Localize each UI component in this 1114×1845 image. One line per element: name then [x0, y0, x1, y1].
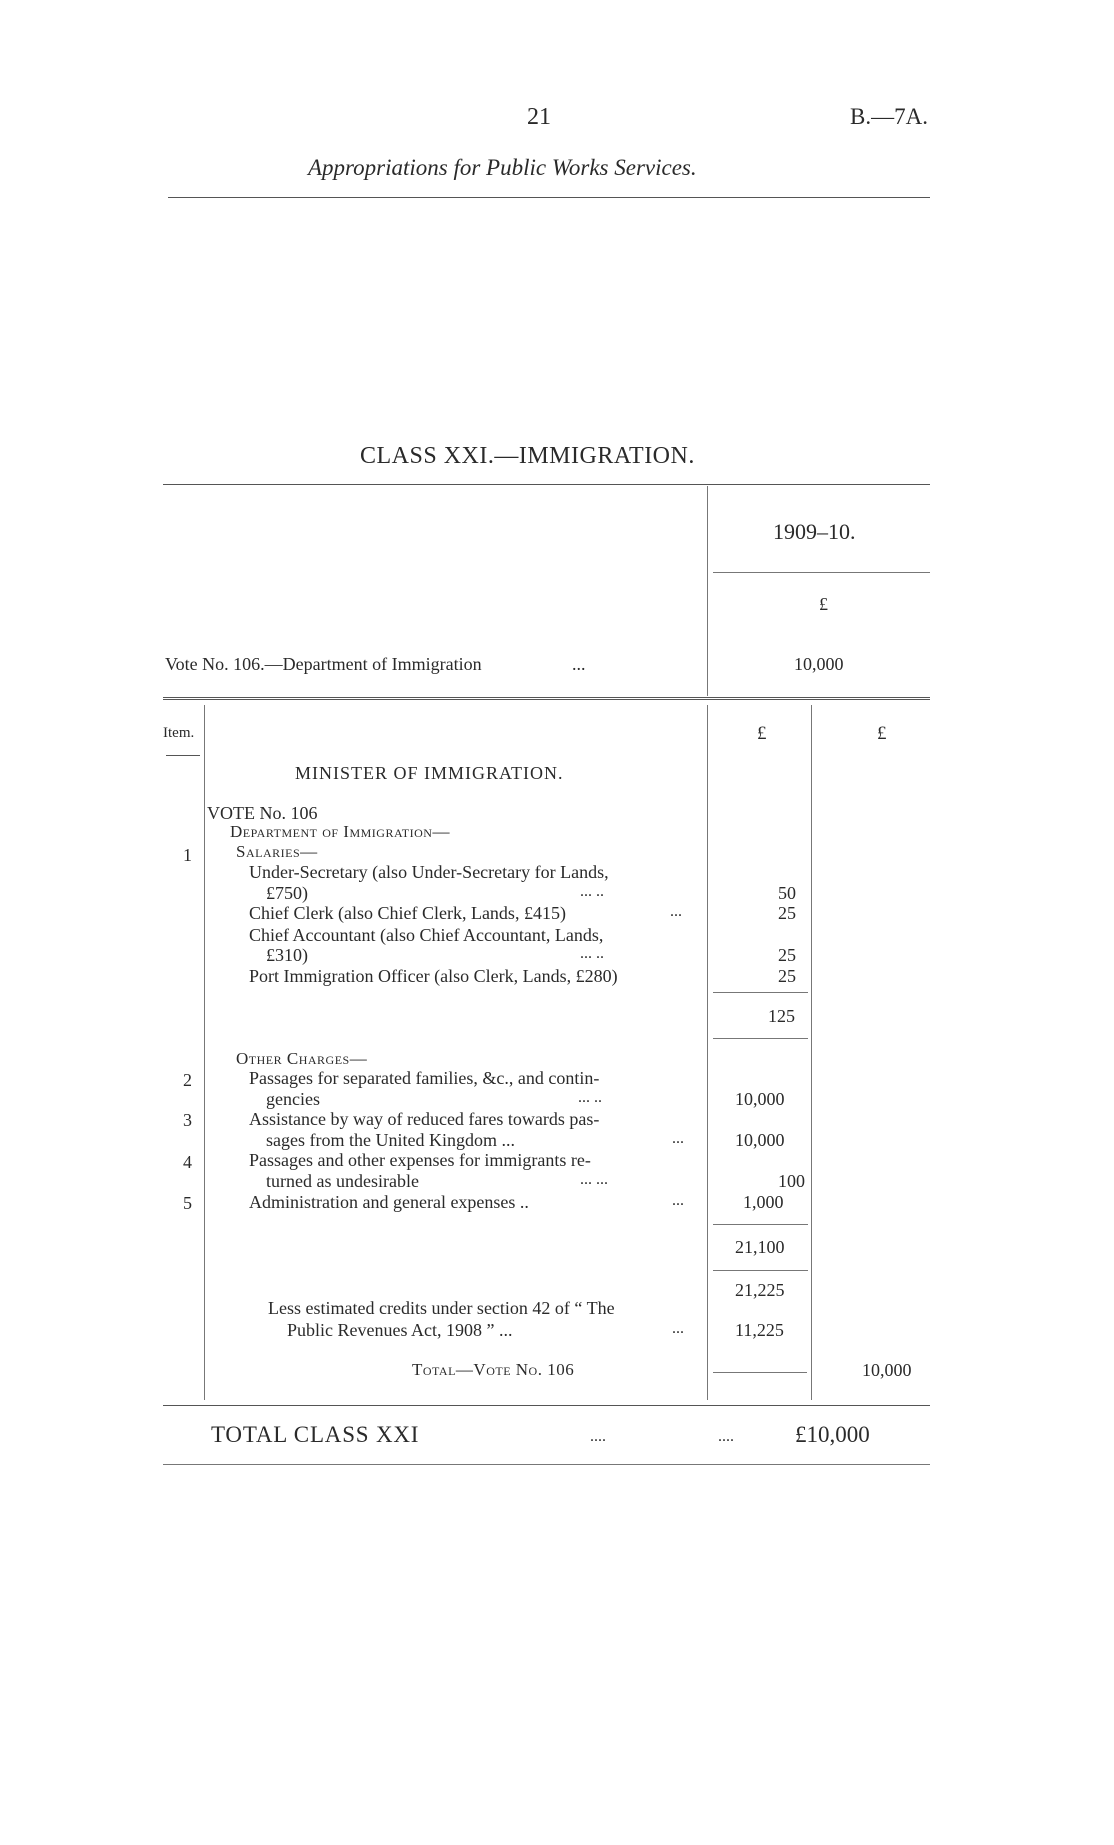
other-line-3b: sages from the United Kingdom ...: [266, 1130, 515, 1150]
salary-line-1a: Under-Secretary (also Under-Secretary for Lands,: [249, 862, 609, 882]
salaries-item-number: 1: [183, 845, 192, 865]
salary-amount-3: 25: [778, 945, 796, 965]
page-title: Appropriations for Public Works Services.: [308, 155, 697, 180]
other-charges-heading: Other Charges—: [236, 1049, 368, 1068]
other-leader-3: ...: [672, 1130, 684, 1147]
total-vote-col1-rule: [713, 1372, 807, 1373]
summary-bottom-rule: [163, 697, 930, 700]
page-number: 21: [527, 104, 551, 130]
item-column-header: Item.: [163, 725, 195, 741]
col2-left-divider: [811, 705, 812, 1400]
department-heading: Department of Immigration—: [230, 822, 450, 841]
salary-amount-2: 25: [778, 903, 796, 923]
salary-line-2: Chief Clerk (also Chief Clerk, Lands, £415): [249, 903, 566, 923]
other-line-5: Administration and general expenses ..: [249, 1192, 529, 1212]
less-credits-line-2: Public Revenues Act, 1908 ” ...: [287, 1320, 513, 1340]
header-rule: [168, 197, 930, 198]
less-credits-leader: ...: [672, 1320, 684, 1337]
other-item-number-5: 5: [183, 1193, 192, 1213]
less-credits-amount: 11,225: [735, 1320, 784, 1340]
other-subtotal-rule-top: [713, 1224, 808, 1225]
other-item-number-2: 2: [183, 1070, 192, 1090]
salaries-heading: Salaries—: [236, 842, 318, 861]
col1-left-divider: [707, 705, 708, 1400]
vote-summary-leader: ...: [572, 654, 586, 674]
col1-pound-header: £: [757, 723, 767, 744]
other-item-number-4: 4: [183, 1152, 192, 1172]
other-item-number-3: 3: [183, 1110, 192, 1130]
minister-heading: MINISTER OF IMMIGRATION.: [295, 763, 564, 783]
salaries-subtotal-rule-bottom: [713, 1038, 808, 1039]
other-amount-4: 100: [778, 1171, 805, 1191]
summary-pound-sign: £: [819, 594, 828, 614]
other-leader-5: ...: [672, 1192, 684, 1209]
table-bottom-rule: [163, 1405, 930, 1406]
salaries-subtotal: 125: [768, 1006, 795, 1026]
other-line-3a: Assistance by way of reduced fares towards pas-: [249, 1109, 600, 1129]
salary-amount-4: 25: [778, 966, 796, 986]
other-charges-subtotal: 21,100: [735, 1237, 785, 1257]
vote-summary-label: Vote No. 106.—Department of Immigration: [165, 654, 482, 674]
summary-column-divider: [707, 486, 708, 696]
salary-line-3b: £310): [266, 945, 308, 965]
other-line-2b: gencies: [266, 1089, 320, 1109]
other-leader-4: ... ...: [580, 1171, 608, 1188]
grand-subtotal: 21,225: [735, 1280, 785, 1300]
salary-leader-3: ... ..: [580, 945, 604, 962]
other-line-4a: Passages and other expenses for immigrants re-: [249, 1150, 591, 1170]
other-line-4b: turned as undesirable: [266, 1171, 419, 1191]
total-class-dots-2: ....: [718, 1428, 734, 1445]
year-header-rule: [713, 572, 930, 573]
class-heading: CLASS XXI.—IMMIGRATION.: [360, 443, 695, 469]
total-class-label: TOTAL CLASS XXI: [211, 1422, 420, 1447]
total-class-rule: [163, 1464, 930, 1465]
item-header-underline: [166, 755, 200, 756]
other-leader-2: ... ..: [578, 1089, 602, 1106]
salary-line-4: Port Immigration Officer (also Clerk, Lands, £280): [249, 966, 618, 986]
total-class-amount: £10,000: [795, 1422, 870, 1447]
class-heading-rule: [163, 484, 930, 485]
year-header: 1909–10.: [773, 519, 856, 544]
other-subtotal-rule-bottom: [713, 1270, 808, 1271]
doc-reference: B.—7A.: [850, 104, 928, 129]
salary-line-3a: Chief Accountant (also Chief Accountant, Lands,: [249, 925, 604, 945]
col2-pound-header: £: [877, 723, 887, 744]
salary-leader-1: ... ..: [580, 883, 604, 900]
vote-heading: VOTE No. 106: [207, 803, 318, 823]
other-amount-3: 10,000: [735, 1130, 785, 1150]
other-amount-5: 1,000: [743, 1192, 784, 1212]
total-vote-label: Total—Vote No. 106: [412, 1360, 575, 1379]
vote-summary-amount: 10,000: [794, 654, 844, 674]
total-class-dots-1: ....: [590, 1428, 606, 1445]
salary-leader-2: ...: [670, 903, 682, 920]
salaries-subtotal-rule-top: [713, 992, 808, 993]
item-column-divider: [204, 705, 205, 1400]
less-credits-line-1: Less estimated credits under section 42 of “ The: [268, 1298, 615, 1318]
salary-amount-1: 50: [778, 883, 796, 903]
other-line-2a: Passages for separated families, &c., and contin-: [249, 1068, 600, 1088]
other-amount-2: 10,000: [735, 1089, 785, 1109]
total-vote-amount: 10,000: [862, 1360, 912, 1380]
salary-line-1b: £750): [266, 883, 308, 903]
